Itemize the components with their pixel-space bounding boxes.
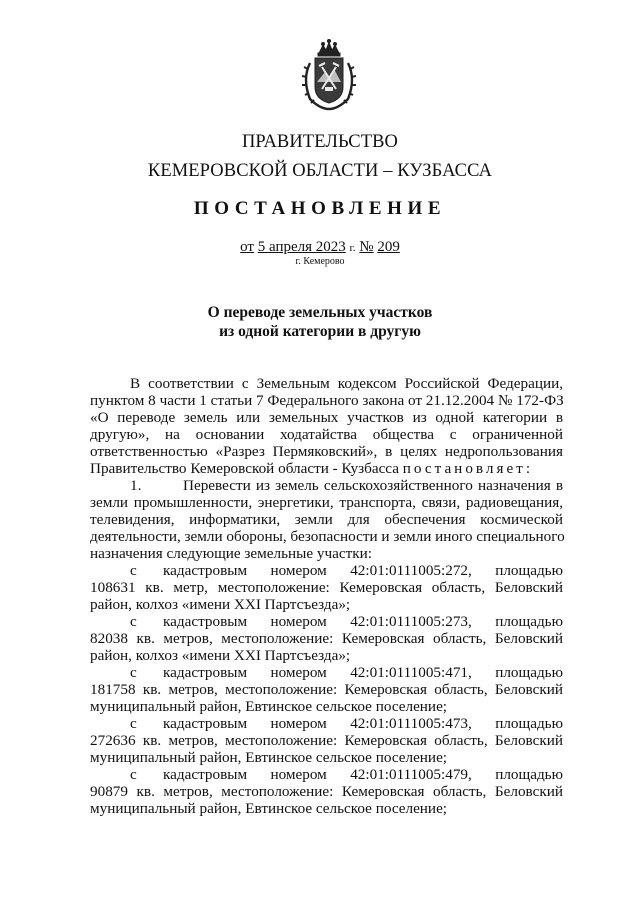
point-line: телевидения, информатики, земли для обеспечения космической	[90, 511, 563, 528]
parcel-line: 181758 кв. метров, местоположение: Кемеровская область, Беловский	[90, 681, 563, 698]
point-number: 1.	[130, 477, 142, 494]
parcel-first-line	[163, 613, 563, 631]
point-line: земли промышленности, энергетики, транспорта, связи, радиовещания,	[90, 494, 563, 511]
point-line: назначения следующие земельные участки:	[90, 545, 372, 562]
government-name-line2: КЕМЕРОВСКОЙ ОБЛАСТИ – КУЗБАССА	[147, 161, 493, 181]
parcel-word: площадью	[495, 715, 563, 732]
city: г. Кемерово	[295, 256, 345, 267]
parcel-word: номером	[270, 715, 327, 732]
parcel-first-line	[163, 562, 563, 580]
cadastral-number: 42:01:0111005:473,	[350, 715, 472, 732]
decree-date: 5 апреля 2023	[257, 239, 346, 255]
government-name-line1: ПРАВИТЕЛЬСТВО	[241, 132, 399, 152]
parcel-bullet: с	[130, 715, 137, 732]
cadastral-number: 42:01:0111005:273,	[350, 613, 472, 630]
parcel-line: 82038 кв. метров, местоположение: Кемеровская область, Беловский	[90, 630, 563, 647]
parcel-bullet: с	[130, 562, 137, 579]
parcel-word: номером	[270, 613, 327, 630]
preamble-line: В соответствии с Земельным кодексом Российской Федерации,	[130, 375, 563, 392]
coat-of-arms-emblem	[296, 39, 362, 111]
preamble-line: другую», на основании ходатайства общества с ограниченной	[90, 426, 563, 443]
cadastral-number: 42:01:0111005:471,	[350, 664, 472, 681]
parcel-word: кадастровым	[163, 664, 248, 681]
parcel-word: площадью	[495, 562, 563, 579]
parcel-word: номером	[270, 664, 327, 681]
parcel-bullet: с	[130, 613, 137, 630]
date-prefix: от	[240, 239, 254, 255]
parcel-word: площадью	[495, 766, 563, 783]
parcel-word: номером	[270, 562, 327, 579]
cadastral-number: 42:01:0111005:479,	[350, 766, 472, 783]
parcel-bullet: с	[130, 766, 137, 783]
parcel-line: муниципальный район, Евтинское сельское поселение;	[90, 698, 448, 715]
preamble-line: Правительство Кемеровской области - Кузбасса	[90, 460, 399, 477]
number-sign: №	[359, 239, 374, 255]
preamble-line: ответственностью «Разрез Пермяковский», в целях недропользования	[90, 443, 563, 460]
parcel-first-line	[163, 715, 563, 733]
parcel-line: 90879 кв. метров, местоположение: Кемеровская область, Беловский	[90, 783, 563, 800]
decree-number: 209	[377, 239, 400, 255]
parcel-line: муниципальный район, Евтинское сельское поселение;	[90, 800, 448, 817]
point-first-line: Перевести из земель сельскохозяйственного назначения в	[183, 477, 563, 494]
parcel-first-line	[163, 664, 563, 682]
parcel-line: муниципальный район, Евтинское сельское поселение;	[90, 749, 448, 766]
parcel-word: кадастровым	[163, 766, 248, 783]
year-abbr: г.	[349, 242, 356, 254]
parcel-bullet: с	[130, 664, 137, 681]
decree-date-number	[0, 239, 640, 256]
parcel-line: район, колхоз «имени XXI Партсъезда»;	[90, 647, 351, 664]
parcel-word: кадастровым	[163, 613, 248, 630]
parcel-line: 108631 кв. метр, местоположение: Кемеровская область, Беловский	[90, 579, 563, 596]
cadastral-number: 42:01:0111005:272,	[350, 562, 472, 579]
parcel-line: район, колхоз «имени XXI Партсъезда»;	[90, 596, 351, 613]
parcel-word: площадью	[495, 613, 563, 630]
parcel-word: номером	[270, 766, 327, 783]
preamble-line: пунктом 8 части 1 статьи 7 Федерального закона от 21.12.2004 № 172-ФЗ	[90, 392, 564, 409]
document-title: ПОСТАНОВЛЕНИЕ	[193, 198, 447, 219]
subject-line2: из одной категории в другую	[219, 323, 421, 340]
parcel-first-line	[163, 766, 563, 784]
parcel-line: 272636 кв. метров, местоположение: Кемеровская область, Беловский	[90, 732, 563, 749]
subject-line1: О переводе земельных участков	[207, 304, 433, 321]
point-line: деятельности, земли обороны, безопасности и земли иного специального	[90, 528, 565, 545]
parcel-word: кадастровым	[163, 715, 248, 732]
parcel-word: кадастровым	[163, 562, 248, 579]
preamble-line: «О переводе земель или земельных участков из одной категории в	[90, 409, 563, 426]
preamble-last-line	[90, 460, 563, 477]
parcel-word: площадью	[495, 664, 563, 681]
decree-word: постановляет:	[402, 460, 534, 477]
